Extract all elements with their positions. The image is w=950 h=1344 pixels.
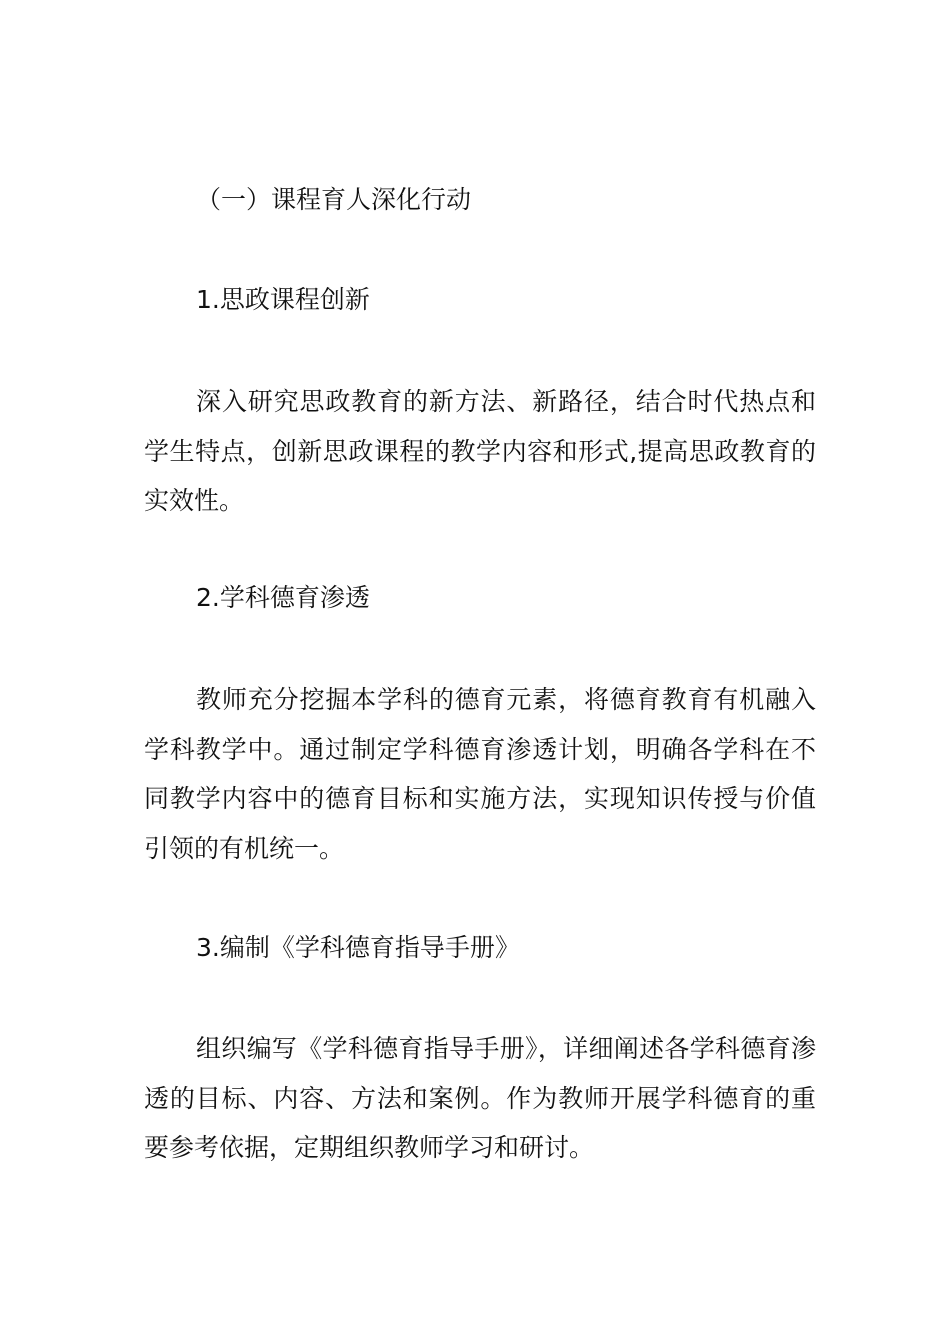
item-3-paragraph: 组织编写《学科德育指导手册》，详细阐述各学科德育渗透的目标、内容、方法和案例。作为教师开展学科德育的重要参考依据，定期组织教师学习和研讨。 [144,1034,816,1162]
section-heading: （一）课程育人深化行动 [196,185,472,214]
item-3-heading: 3.编制《学科德育指导手册》 [196,933,520,962]
item-2-heading: 2.学科德育渗透 [196,583,370,612]
item-1-paragraph: 深入研究思政教育的新方法、新路径，结合时代热点和学生特点，创新思政课程的教学内容和形式,提高思政教育的实效性。 [144,387,816,515]
item-1-heading: 1.思政课程创新 [196,285,370,314]
item-2-paragraph: 教师充分挖掘本学科的德育元素，将德育教育有机融入学科教学中。通过制定学科德育渗透计划，明确各学科在不同教学内容中的德育目标和实施方法，实现知识传授与价值引领的有机统一。 [144,685,816,863]
